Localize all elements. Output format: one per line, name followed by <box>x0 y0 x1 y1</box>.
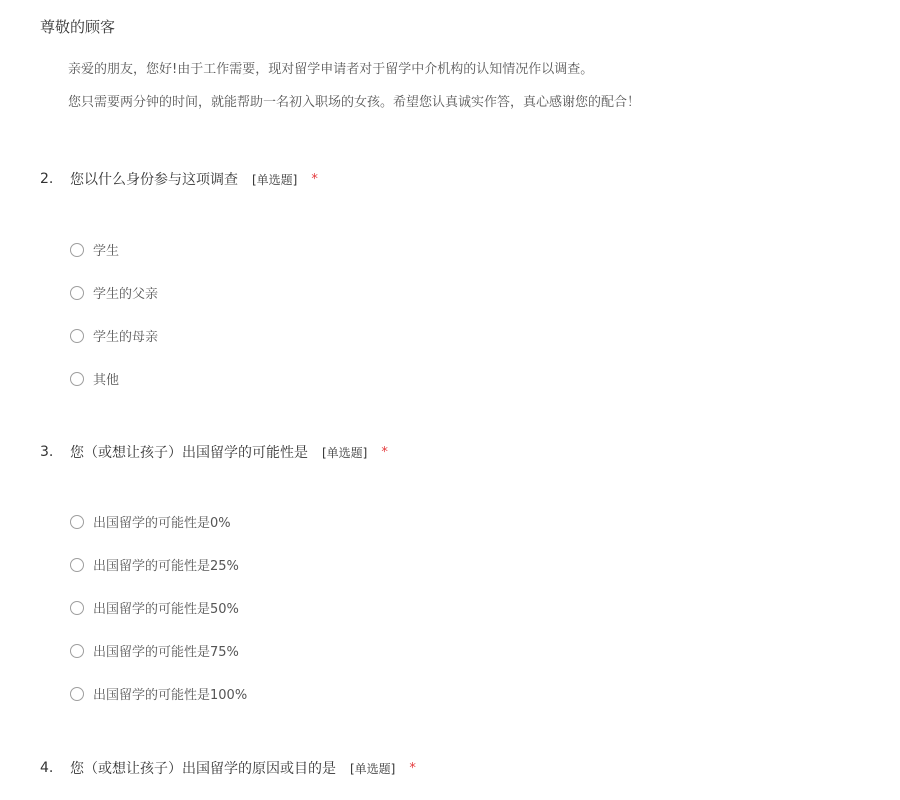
option-label: 其他 <box>93 373 120 388</box>
radio-button[interactable] <box>70 286 84 300</box>
radio-button[interactable] <box>70 601 84 615</box>
q2-option-student-mother[interactable] <box>70 326 158 345</box>
radio-button[interactable] <box>70 644 84 658</box>
radio-button[interactable] <box>70 372 84 386</box>
question-type-badge: [单选题] <box>350 761 396 776</box>
question-4-header <box>40 758 416 778</box>
question-number: 2. <box>40 171 54 187</box>
radio-button[interactable] <box>70 243 84 257</box>
q3-option-0-percent[interactable] <box>70 512 231 531</box>
radio-button[interactable] <box>70 515 84 529</box>
question-type-badge: [单选题] <box>252 172 298 187</box>
survey-intro-line-2: 您只需要两分钟的时间，就能帮助一名初入职场的女孩。希望您认真诚实作答，真心感谢您的配合！ <box>68 95 641 110</box>
q3-option-100-percent[interactable] <box>70 684 247 703</box>
question-type-badge: [单选题] <box>322 445 368 460</box>
option-label: 学生的父亲 <box>93 287 159 302</box>
q3-option-50-percent[interactable] <box>70 598 239 617</box>
required-asterisk: * <box>409 760 416 776</box>
question-number: 3. <box>40 444 54 460</box>
question-title: 您以什么身份参与这项调查 <box>70 172 238 188</box>
question-title: 您（或想让孩子）出国留学的原因或目的是 <box>70 761 336 777</box>
q2-option-student[interactable] <box>70 240 119 259</box>
option-label: 出国留学的可能性是25% <box>93 559 239 574</box>
option-label: 出国留学的可能性是50% <box>93 602 239 617</box>
survey-intro-line-1: 亲爱的朋友，您好!由于工作需要，现对留学申请者对于留学中介机构的认知情况作以调查。 <box>68 62 594 77</box>
option-label: 出国留学的可能性是75% <box>93 645 239 660</box>
question-title: 您（或想让孩子）出国留学的可能性是 <box>70 445 308 461</box>
q3-option-25-percent[interactable] <box>70 555 239 574</box>
radio-button[interactable] <box>70 687 84 701</box>
question-2-header <box>40 169 318 189</box>
question-3-header <box>40 442 388 462</box>
q2-option-student-father[interactable] <box>70 283 158 302</box>
radio-button[interactable] <box>70 329 84 343</box>
q2-option-other[interactable] <box>70 369 119 388</box>
radio-button[interactable] <box>70 558 84 572</box>
option-label: 出国留学的可能性是0% <box>93 516 231 531</box>
option-label: 学生的母亲 <box>93 330 159 345</box>
option-label: 出国留学的可能性是100% <box>93 688 248 703</box>
option-label: 学生 <box>93 244 120 259</box>
required-asterisk: * <box>381 444 388 460</box>
required-asterisk: * <box>311 171 318 187</box>
question-number: 4. <box>40 760 54 776</box>
survey-greeting-title: 尊敬的顾客 <box>40 18 116 36</box>
q3-option-75-percent[interactable] <box>70 641 239 660</box>
